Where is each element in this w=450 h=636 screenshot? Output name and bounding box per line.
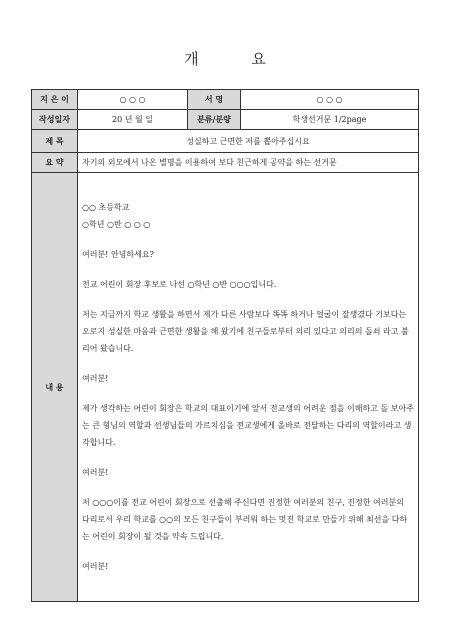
signature-value: ○ ○ ○ — [241, 90, 419, 110]
author-row — [32, 90, 419, 110]
category-label: 분류/분량 — [188, 110, 241, 130]
greeting-line: 여러분! 안녕하세요? — [82, 250, 154, 259]
school-line: ○○ 초등학교 — [82, 203, 130, 212]
call-line-1: 여러분! — [82, 374, 109, 383]
date-value: 20 년 월 일 — [78, 110, 188, 130]
summary-form — [31, 89, 419, 602]
content-label: 내 용 — [32, 173, 78, 602]
intro-line: 전교 어린이 회장 후보로 나선 ○학년 ○반 ○○○입니다. — [82, 280, 277, 289]
student-line: ○학년 ○반 ○ ○ ○ — [82, 220, 151, 229]
call-line-2: 여러분! — [82, 468, 109, 477]
paragraph-2: 제가 생각하는 어린이 회장은 학교의 대표이기에 앞서 전교생의 어려운 점을 이해하고 돌 보아주는 큰 형님의 역할과 선생님들의 가르치심을 전교생에게 올바로 전달하는 다리의 역할이라고 생각합니다. — [82, 404, 414, 447]
subject-label: 제 목 — [32, 130, 78, 153]
document-title: 개 요 — [184, 50, 290, 68]
content-body — [78, 173, 419, 602]
summary-row — [32, 153, 419, 173]
author-value: ○ ○ ○ — [78, 90, 188, 110]
summary-label: 요 약 — [32, 153, 78, 173]
date-row — [32, 110, 419, 130]
author-label: 지 은 이 — [32, 90, 78, 110]
content-row — [32, 173, 419, 602]
signature-label: 서 명 — [188, 90, 241, 110]
subject-row — [32, 130, 419, 153]
date-label: 작성일자 — [32, 110, 78, 130]
subject-value: 성실하고 근면한 저를 뽑아주십시요 — [78, 130, 419, 153]
category-value: 학생선거문 1/2page — [241, 110, 419, 130]
summary-value: 자기의 외모에서 나온 별명을 이용하여 보다 친근하게 공약을 하는 선거문 — [78, 153, 419, 173]
call-line-3: 여러분! — [82, 562, 109, 571]
paragraph-1: 저는 지금까지 학교 생활을 하면서 제가 다른 사람보다 똑똑 하거나 얼굴이 잘생겼다 기보다는 오로지 성실한 마음과 근면한 생활을 해 왔기에 친구들로부터 의리 있다고 의리의 돌쇠 라고 불리어 왔습니다. — [82, 310, 409, 353]
paragraph-3: 저 ○○○이를 전교 어린이 회장으로 선출해 주신다면 진정한 여러분의 친구, 진정한 여러분의 다리로서 우리 학교를 ○○의 모든 친구들이 부러워 하는 멋진 학교로 만들기 위해 최선을 다하는 어린이 회장이 될 것을 약속 드립니다. — [82, 498, 408, 541]
